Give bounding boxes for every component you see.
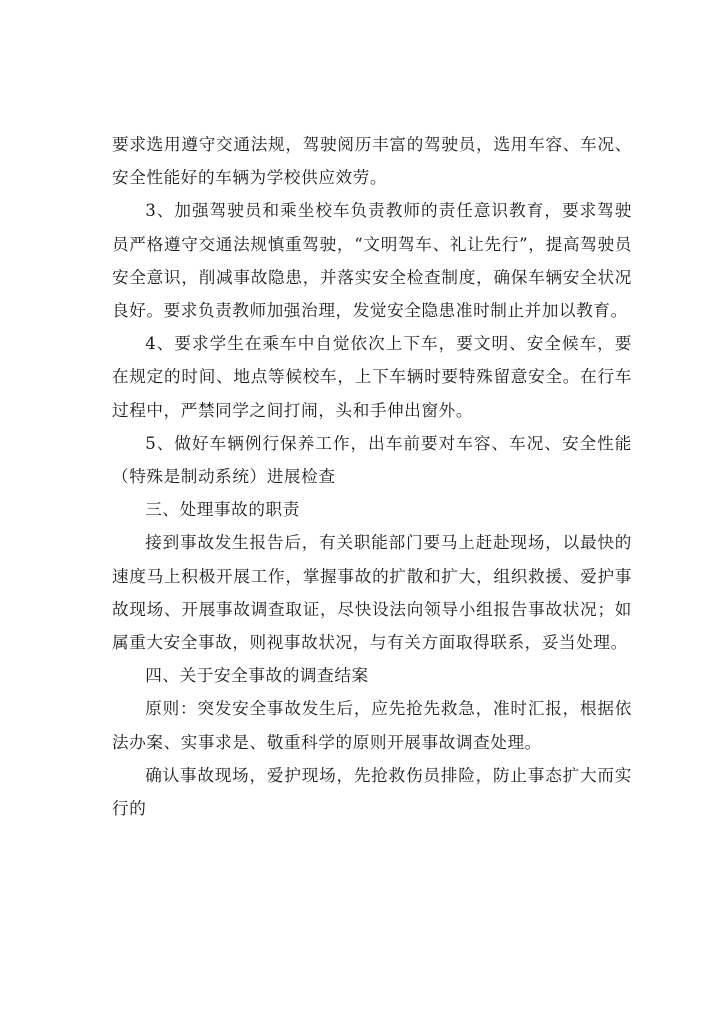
section-heading-3: 三、处理事故的职责 [145,500,300,520]
paragraph-2: 3、加强驾驶员和乘坐校车负责教师的责任意识教育，要求驾驶员严格遵守交通法规慎重驾驶，“文明驾车、礼让先行”，提高驾驶员安全意识，削减事故隐患，并落实安全检查制度，确保车辆安全状况良好。要求负责教师加强治理，发觉安全隐患准时制止并加以教育。 [112,201,632,321]
section-heading-4: 四、关于安全事故的调查结案 [145,666,369,686]
paragraph-1: 要求选用遵守交通法规，驾驶阅历丰富的驾驶员，选用车容、车况、安全性能好的车辆为学校供应效劳。 [112,135,632,188]
paragraph-5: 接到事故发生报告后，有关职能部门要马上赶赴现场，以最快的速度马上积极开展工作，掌握事故的扩散和扩大，组织救援、爱护事故现场、开展事故调查取证，尽快设法向领导小组报告事故状况；如属重大安全事故，则视事故状况，与有关方面取得联系，妥当处理。 [112,533,632,653]
paragraph-3: 4、要求学生在乘车中自觉依次上下车，要文明、安全候车，要在规定的时间、地点等候校车，上下车辆时要特殊留意安全。在行车过程中，严禁同学之间打闹，头和手伸出窗外。 [112,334,632,420]
document-body [112,128,632,825]
paragraph-6: 原则：突发安全事故发生后，应先抢先救急，准时汇报，根据依法办案、实事求是、敬重科学的原则开展事故调查处理。 [112,699,632,752]
paragraph-4: 5、做好车辆例行保养工作，出车前要对车容、车况、安全性能（特殊是制动系统）进展检查 [112,433,632,487]
paragraph-7: 确认事故现场，爱护现场，先抢救伤员排险，防止事态扩大而实行的 [112,765,632,819]
